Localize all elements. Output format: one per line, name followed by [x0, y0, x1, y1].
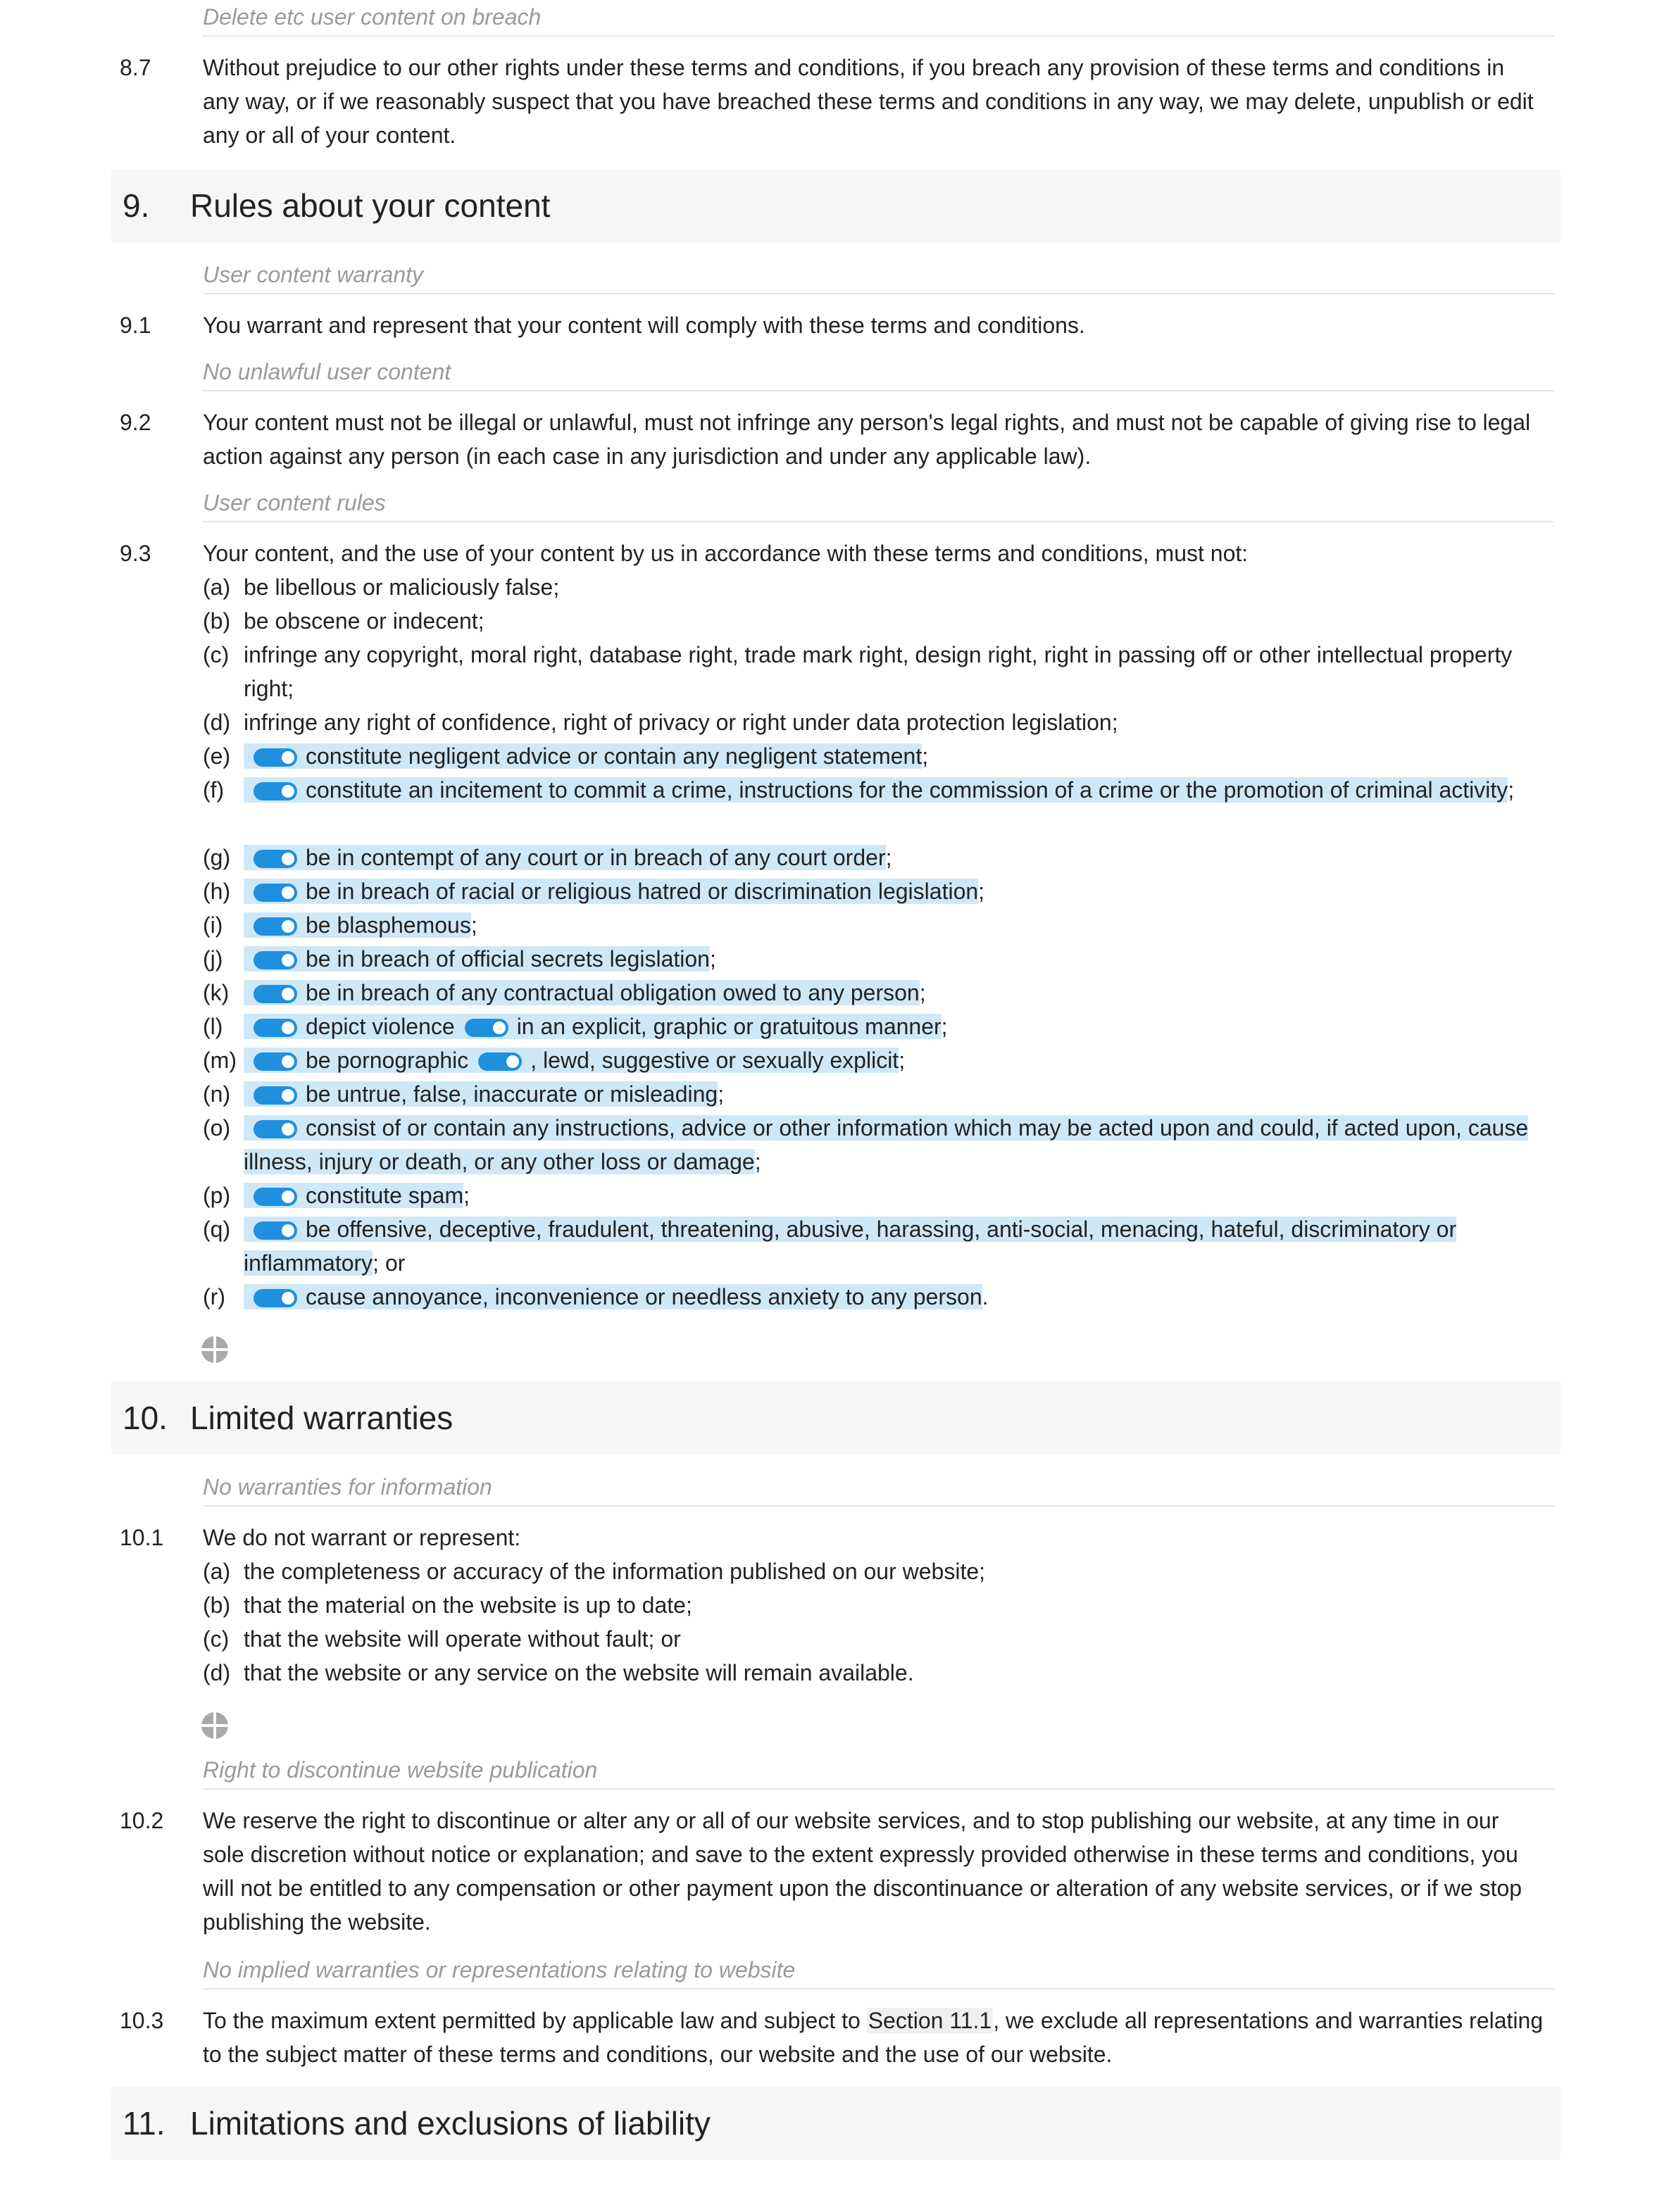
- clause-number-9-2: 9.2: [120, 410, 151, 435]
- item-letter: (k): [203, 980, 230, 1005]
- item-punct: ;: [885, 845, 892, 870]
- item-text: be libellous or maliciously false;: [244, 574, 560, 600]
- item-text-optional: [244, 1043, 1555, 1077]
- clause-text-post: , we exclude all representations and warranties relating to the subject matter of these terms and conditions, our website and the use of our website.: [203, 2008, 1544, 2067]
- item-text: that the website will operate without fault; or: [244, 1626, 681, 1652]
- clause-number-10-3: 10.3: [120, 2008, 164, 2033]
- item-punct: ;: [470, 912, 477, 938]
- optional-highlight: [244, 743, 922, 769]
- drag-handle-icon[interactable]: [201, 1712, 228, 1739]
- hint-no-warranties-info: No warranties for information: [203, 1471, 1555, 1507]
- item-letter: (m): [203, 1048, 237, 1073]
- item-text-secondary: , lewd, suggestive or sexually explicit: [530, 1048, 899, 1073]
- clause-number-10-2: 10.2: [120, 1808, 164, 1833]
- item-text: be offensive, deceptive, fraudulent, threatening, abusive, harassing, anti-social, menacing, hateful, discriminatory or inflammatory: [244, 1217, 1457, 1276]
- hint-user-content-warranty: User content warranty: [203, 259, 1555, 294]
- item-text-optional: [244, 773, 1525, 807]
- item-text-secondary: in an explicit, graphic or gratuitous manner: [516, 1014, 942, 1039]
- item-letter: (a): [203, 1559, 231, 1584]
- optional-highlight: [244, 845, 886, 870]
- toggle-switch[interactable]: [254, 1221, 297, 1240]
- optional-highlight: [244, 1183, 463, 1208]
- item-punct: ;: [978, 879, 985, 904]
- item-text-optional: [244, 976, 1555, 1010]
- toggle-switch[interactable]: [254, 748, 297, 767]
- toggle-switch[interactable]: [254, 782, 297, 800]
- item-text: constitute negligent advice or contain any negligent statement: [306, 743, 923, 769]
- section-heading-9: [111, 169, 1561, 242]
- item-text-optional: [244, 942, 1555, 976]
- clause-number-10-1: 10.1: [120, 1525, 164, 1550]
- item-text-optional: [244, 841, 1555, 874]
- optional-highlight: [244, 879, 978, 904]
- section-cross-reference-link[interactable]: Section 11.1: [868, 2008, 992, 2033]
- optional-highlight: [244, 1081, 718, 1107]
- section-number: 11.: [123, 2105, 165, 2142]
- section-number: 9.: [123, 187, 150, 224]
- clause-number-9-1: 9.1: [120, 313, 151, 338]
- item-text-optional: [244, 874, 1555, 908]
- item-punct: ;: [709, 946, 716, 972]
- toggle-switch[interactable]: [254, 1188, 297, 1206]
- item-text-optional: [244, 908, 1555, 942]
- item-text: be obscene or indecent;: [244, 608, 484, 634]
- item-punct: .: [982, 1284, 989, 1309]
- toggle-switch-secondary[interactable]: [465, 1019, 508, 1037]
- optional-highlight: [244, 912, 471, 938]
- toggle-switch[interactable]: [254, 1052, 297, 1071]
- item-text: the completeness or accuracy of the information published on our website;: [244, 1559, 986, 1584]
- clause-text-9-2: Your content must not be illegal or unlawful, must not infringe any person's legal rights, and must not be capable of giving rise to legal action against any person (in each case in any jurisdiction and under any applicable law).: [203, 410, 1531, 469]
- toggle-switch[interactable]: [254, 1289, 297, 1307]
- item-text: be untrue, false, inaccurate or misleading: [306, 1081, 718, 1107]
- item-text: be in breach of official secrets legislation: [306, 946, 710, 972]
- item-letter: (g): [203, 845, 231, 870]
- item-text: be pornographic: [306, 1048, 469, 1073]
- item-letter: (j): [203, 946, 223, 972]
- item-text-optional: [244, 1077, 1555, 1111]
- item-letter: (h): [203, 879, 231, 904]
- item-text-optional: [244, 1111, 1546, 1179]
- item-letter: (q): [203, 1217, 231, 1242]
- item-text-optional: [244, 1010, 1555, 1043]
- item-letter: (i): [203, 912, 223, 938]
- hint-right-discontinue: Right to discontinue website publication: [203, 1754, 1555, 1790]
- item-text-optional: [244, 1179, 1555, 1212]
- item-letter: (a): [203, 574, 231, 600]
- item-text: that the website or any service on the website will remain available.: [244, 1660, 914, 1685]
- item-text: infringe any right of confidence, right of privacy or right under data protection legislation;: [244, 710, 1118, 735]
- item-letter: (d): [203, 710, 231, 735]
- hint-no-unlawful: No unlawful user content: [203, 356, 1555, 391]
- item-letter: (n): [203, 1081, 231, 1107]
- toggle-switch[interactable]: [254, 985, 297, 1003]
- item-punct: ;: [463, 1183, 470, 1208]
- optional-highlight: [244, 980, 920, 1005]
- item-letter: (b): [203, 608, 231, 634]
- hint-user-content-rules: User content rules: [203, 487, 1555, 522]
- clause-text-10-3: [203, 2004, 1555, 2071]
- item-text: that the material on the website is up to date;: [244, 1592, 692, 1618]
- hint-delete-content: Delete etc user content on breach: [203, 1, 1555, 37]
- hint-no-implied: No implied warranties or representations relating to website: [203, 1954, 1555, 1990]
- optional-highlight: [244, 1217, 1456, 1276]
- item-punct: ;: [922, 743, 929, 769]
- item-letter: (c): [203, 642, 230, 667]
- clause-intro-10-1: We do not warrant or represent:: [203, 1525, 521, 1550]
- item-text-optional: [244, 739, 1555, 773]
- item-letter: (c): [203, 1626, 230, 1652]
- item-punct: ; or: [373, 1250, 406, 1276]
- item-letter: (o): [203, 1115, 231, 1140]
- toggle-switch[interactable]: [254, 1019, 297, 1037]
- clause-text-10-2: We reserve the right to discontinue or alter any or all of our website services, and to stop publishing our website, at any time in our sole discretion without notice or explanation; and save to the extent expressly provided otherwise in these terms and conditions, you will not be entitled to any compensation or other payment upon the discontinuance or alteration of any website services, or if we stop publishing the website.: [203, 1808, 1522, 1935]
- item-letter: (d): [203, 1660, 231, 1685]
- drag-handle-icon[interactable]: [201, 1336, 228, 1363]
- clause-text-pre: To the maximum extent permitted by applicable law and subject to: [203, 2008, 867, 2033]
- item-text: be in contempt of any court or in breach of any court order: [306, 845, 886, 870]
- item-letter: (l): [203, 1014, 223, 1039]
- item-text: constitute an incitement to commit a crime, instructions for the commission of a crime or the promotion of criminal activity: [306, 777, 1508, 803]
- section-title: Limited warranties: [190, 1400, 454, 1436]
- item-letter: (b): [203, 1592, 231, 1618]
- item-text-optional: [244, 1280, 1555, 1314]
- item-letter: (p): [203, 1183, 231, 1208]
- clause-text-8-7: Without prejudice to our other rights under these terms and conditions, if you breach any provision of these terms and conditions in any way, or if we reasonably suspect that you have breached these terms and conditions in any way, we may delete, unpublish or edit any or all of your content.: [203, 55, 1534, 148]
- item-punct: ;: [899, 1048, 906, 1073]
- item-punct: ;: [1508, 777, 1515, 803]
- optional-highlight: [244, 1284, 982, 1309]
- optional-highlight: [244, 777, 1508, 803]
- optional-highlight: [244, 1115, 1528, 1174]
- item-text: be in breach of racial or religious hatred or discrimination legislation: [306, 879, 979, 904]
- toggle-switch[interactable]: [254, 1086, 297, 1105]
- toggle-switch[interactable]: [254, 917, 297, 936]
- item-punct: ;: [754, 1149, 761, 1174]
- toggle-switch[interactable]: [254, 884, 297, 902]
- clause-intro-9-3: Your content, and the use of your content by us in accordance with these terms and conditions, must not:: [203, 541, 1249, 566]
- item-punct: ;: [919, 980, 926, 1005]
- item-punct: ;: [718, 1081, 725, 1107]
- item-text: be blasphemous: [306, 912, 471, 938]
- optional-highlight: [244, 946, 710, 972]
- clause-number-8-7: 8.7: [120, 55, 151, 80]
- optional-highlight: [244, 1014, 942, 1039]
- item-text: be in breach of any contractual obligation owed to any person: [306, 980, 920, 1005]
- section-heading-11: [111, 2087, 1561, 2160]
- item-punct: ;: [941, 1014, 948, 1039]
- item-text: infringe any copyright, moral right, database right, trade mark right, design right, right in passing off or other intellectual property right;: [244, 642, 1513, 701]
- toggle-switch-secondary[interactable]: [478, 1052, 522, 1071]
- toggle-switch[interactable]: [254, 850, 297, 868]
- clause-text-9-1: You warrant and represent that your content will comply with these terms and conditions.: [203, 313, 1085, 338]
- clause-number-9-3: 9.3: [120, 541, 151, 566]
- item-text: consist of or contain any instructions, advice or other information which may be acted upon and could, if acted upon, cause illness, injury or death, or any other loss or damage: [244, 1115, 1529, 1174]
- section-title: Limitations and exclusions of liability: [190, 2105, 711, 2142]
- toggle-switch[interactable]: [254, 951, 297, 969]
- optional-highlight: [244, 1048, 899, 1073]
- section-number: 10.: [123, 1400, 168, 1436]
- item-text: constitute spam: [306, 1183, 464, 1208]
- item-text: depict violence: [306, 1014, 455, 1039]
- item-letter: (r): [203, 1284, 225, 1309]
- item-text: cause annoyance, inconvenience or needless anxiety to any person: [306, 1284, 982, 1309]
- section-title: Rules about your content: [190, 187, 551, 224]
- toggle-switch[interactable]: [254, 1120, 297, 1138]
- item-letter: (e): [203, 743, 231, 769]
- section-heading-10: [111, 1381, 1561, 1454]
- item-text-optional: [244, 1212, 1546, 1280]
- item-letter: (f): [203, 777, 225, 803]
